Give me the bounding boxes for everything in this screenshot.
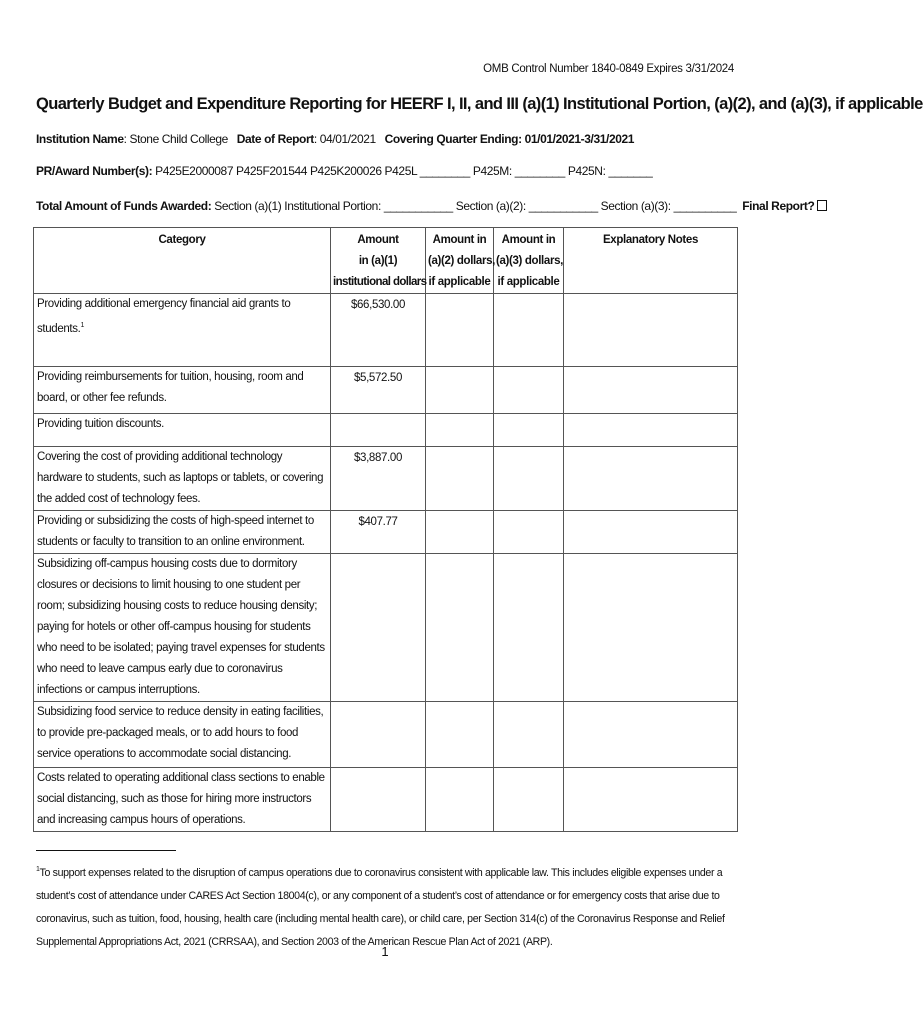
header-a1-line: institutional dollars xyxy=(333,276,427,288)
amount-a1-cell[interactable]: $5,572.50 xyxy=(331,367,426,414)
final-report-checkbox[interactable] xyxy=(817,200,827,211)
award-label: PR/Award Number(s): xyxy=(36,164,153,178)
header-a2 xyxy=(426,228,494,294)
footnote-divider xyxy=(36,850,176,851)
institution-label: Institution Name xyxy=(36,132,124,146)
amount-a1-cell[interactable]: $407.77 xyxy=(331,511,426,554)
institution-value: : Stone Child College xyxy=(123,132,228,146)
budget-table xyxy=(33,227,738,832)
header-a1 xyxy=(331,228,426,294)
table-row xyxy=(34,367,738,414)
amount-a3-cell[interactable] xyxy=(494,367,564,414)
header-a3-line: Amount in xyxy=(501,234,556,246)
category-cell: Covering the cost of providing additional technology hardware to students, such as laptops or tablets, or covering the added cost of technology fees. xyxy=(34,447,331,511)
header-a3-line: (a)(3) dollars, xyxy=(496,255,563,267)
amount-a3-cell[interactable] xyxy=(494,294,564,367)
category-cell: Subsidizing food service to reduce density in eating facilities, to provide pre-packaged meals, or to add hours to food service operations to accommodate social distancing. xyxy=(34,702,331,768)
table-row xyxy=(34,768,738,832)
total-label: Total Amount of Funds Awarded: xyxy=(36,199,212,213)
amount-a3-cell[interactable] xyxy=(494,414,564,447)
amount-a2-cell[interactable] xyxy=(426,702,494,768)
table-row xyxy=(34,294,738,367)
header-a3-line: if applicable xyxy=(497,276,560,288)
amount-a2-cell[interactable] xyxy=(426,367,494,414)
final-report-label: Final Report? xyxy=(742,199,815,213)
amount-a3-cell[interactable] xyxy=(494,768,564,832)
header-notes: Explanatory Notes xyxy=(564,228,738,294)
header-a2-line: if applicable xyxy=(428,276,491,288)
notes-cell[interactable] xyxy=(564,367,738,414)
footnote-ref: 1 xyxy=(80,322,85,329)
omb-control-number: OMB Control Number 1840-0849 Expires 3/31/2024 xyxy=(483,63,734,75)
notes-cell[interactable] xyxy=(564,294,738,367)
date-value: : 04/01/2021 xyxy=(313,132,376,146)
award-line xyxy=(36,164,652,178)
quarter-label: Covering Quarter Ending: xyxy=(384,132,522,146)
amount-a3-cell[interactable] xyxy=(494,702,564,768)
amount-a3-cell[interactable] xyxy=(494,511,564,554)
table-row xyxy=(34,702,738,768)
table-header-row xyxy=(34,228,738,294)
amount-a2-cell[interactable] xyxy=(426,768,494,832)
amount-a3-cell[interactable] xyxy=(494,554,564,702)
category-cell: Providing reimbursements for tuition, housing, room and board, or other fee refunds. xyxy=(34,367,331,414)
footnote-text: To support expenses related to the disruption of campus operations due to coronavirus consistent with applicable law. This includes eligible expenses under a student’s cost of attendance under CARES Act Section 18004(c), or any component of a student’s cost of attendance or for emergency costs that arise due to coronavirus, such as tuition, food, housing, health care (including mental health care), or child care, per Section 314(c) of the Coronavirus Response and Relief Supplemental Appropriations Act, 2021 (CRRSAA), and Section 2003 of the American Rescue Plan Act of 2021 (ARP). xyxy=(36,867,725,948)
amount-a1-cell[interactable] xyxy=(331,702,426,768)
amount-a2-cell[interactable] xyxy=(426,554,494,702)
category-text: Providing additional emergency financial aid grants to students. xyxy=(37,298,291,335)
amount-a2-cell[interactable] xyxy=(426,511,494,554)
notes-cell[interactable] xyxy=(564,511,738,554)
amount-a1-cell[interactable] xyxy=(331,554,426,702)
institution-line xyxy=(36,132,634,146)
table-row xyxy=(34,554,738,702)
footnote-marker: 1 xyxy=(36,866,40,873)
notes-cell[interactable] xyxy=(564,447,738,511)
category-cell: Providing tuition discounts. xyxy=(34,414,331,447)
page-title: Quarterly Budget and Expenditure Reporting for HEERF I, II, and III (a)(1) Institutional Portion, (a)(2), and (a)(3), if applicable xyxy=(36,95,923,113)
amount-a2-cell[interactable] xyxy=(426,414,494,447)
notes-cell[interactable] xyxy=(564,554,738,702)
category-cell: Providing or subsidizing the costs of high-speed internet to students or faculty to transition to an online environment. xyxy=(34,511,331,554)
table-row xyxy=(34,447,738,511)
amount-a1-cell[interactable]: $66,530.00 xyxy=(331,294,426,367)
header-a1-line: Amount xyxy=(357,234,399,246)
notes-cell[interactable] xyxy=(564,768,738,832)
amount-a1-cell[interactable] xyxy=(331,414,426,447)
date-label: Date of Report xyxy=(236,132,314,146)
header-category: Category xyxy=(34,228,331,294)
category-cell: Costs related to operating additional class sections to enable social distancing, such as those for hiring more instructors and increasing campus hours of operations. xyxy=(34,768,331,832)
category-cell: Subsidizing off-campus housing costs due to dormitory closures or decisions to limit housing to one student per room; subsidizing housing costs to reduce housing density; paying for hotels or other off-campus housing for students who need to be isolated; paying travel expenses for students who need to leave campus early due to coronavirus infections or campus interruptions. xyxy=(34,554,331,702)
category-cell xyxy=(34,294,331,367)
header-a2-line: (a)(2) dollars, xyxy=(428,255,495,267)
total-value: Section (a)(1) Institutional Portion: ___________ Section (a)(2): ___________ Section (a)(3): __________ xyxy=(214,199,737,213)
quarter-value: 01/01/2021-3/31/2021 xyxy=(524,132,635,146)
notes-cell[interactable] xyxy=(564,414,738,447)
amount-a2-cell[interactable] xyxy=(426,294,494,367)
total-funds-line xyxy=(36,199,827,213)
award-value: P425E2000087 P425F201544 P425K200026 P425L ________ P425M: ________ P425N: _______ xyxy=(155,164,653,178)
footnote xyxy=(36,858,740,954)
amount-a1-cell[interactable] xyxy=(331,768,426,832)
table-row xyxy=(34,414,738,447)
amount-a2-cell[interactable] xyxy=(426,447,494,511)
header-a2-line: Amount in xyxy=(432,234,487,246)
header-a3 xyxy=(494,228,564,294)
page-number: 1 xyxy=(381,944,389,959)
amount-a3-cell[interactable] xyxy=(494,447,564,511)
notes-cell[interactable] xyxy=(564,702,738,768)
amount-a1-cell[interactable]: $3,887.00 xyxy=(331,447,426,511)
header-a1-line: in (a)(1) xyxy=(358,255,398,267)
table-row xyxy=(34,511,738,554)
